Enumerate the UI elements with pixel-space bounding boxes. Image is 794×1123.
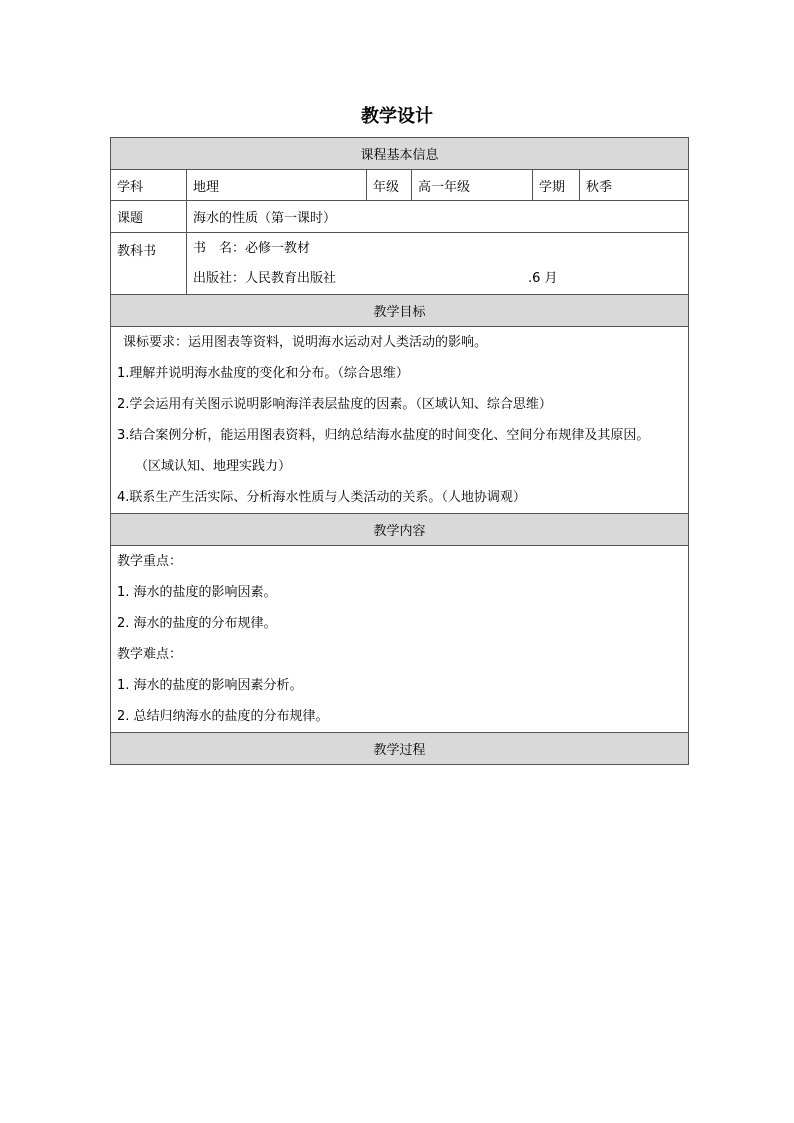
key-point-item: 1. 海水的盐度的影响因素。: [117, 585, 277, 600]
subject-label: 学科: [111, 170, 187, 201]
objective-item-continuation: （区域认知、地理实践力）: [135, 459, 292, 474]
section-header-content: 教学内容: [111, 514, 689, 546]
section-header-basic-info: 课程基本信息: [111, 138, 689, 170]
objective-item: 2.学会运用有关图示说明影响海洋表层盐度的因素。（区域认知、综合思维）: [117, 397, 552, 412]
curriculum-requirement: 课标要求：运用图表等资料，说明海水运动对人类活动的影响。: [123, 335, 488, 350]
grade-value: 高一年级: [412, 170, 533, 201]
publish-date: .6 月: [528, 271, 558, 286]
publisher-line: [187, 264, 688, 294]
difficult-points-label: 教学难点：: [117, 647, 183, 662]
section-header-objectives: 教学目标: [111, 295, 689, 327]
objective-item: 1.理解并说明海水盐度的变化和分布。（综合思维）: [117, 366, 409, 381]
lesson-plan-table: [110, 137, 689, 765]
difficult-point-item: 2. 总结归纳海水的盐度的分布规律。: [117, 709, 329, 724]
term-label: 学期: [533, 170, 580, 201]
topic-value: 海水的性质（第一课时）: [187, 201, 689, 233]
document-title: 教学设计: [361, 106, 433, 127]
book-name: 书 名：必修一教材: [193, 241, 311, 256]
subject-value: 地理: [187, 170, 367, 201]
content-block: [111, 546, 689, 733]
publisher: 出版社：人民教育出版社: [193, 271, 337, 286]
objective-item: 3.结合案例分析，能运用图表资料，归纳总结海水盐度的时间变化、空间分布规律及其原因。: [117, 428, 650, 443]
objective-item: 4.联系生产生活实际、分析海水性质与人类活动的关系。（人地协调观）: [117, 490, 526, 505]
difficult-point-item: 1. 海水的盐度的影响因素分析。: [117, 678, 303, 693]
grade-label: 年级: [367, 170, 412, 201]
textbook-label: 教科书: [111, 233, 187, 295]
section-header-process: 教学过程: [111, 733, 689, 765]
key-points-label: 教学重点：: [117, 554, 183, 569]
key-point-item: 2. 海水的盐度的分布规律。: [117, 616, 277, 631]
textbook-info: [187, 233, 689, 295]
objectives-block: [111, 327, 689, 514]
topic-label: 课题: [111, 201, 187, 233]
term-value: 秋季: [580, 170, 689, 201]
